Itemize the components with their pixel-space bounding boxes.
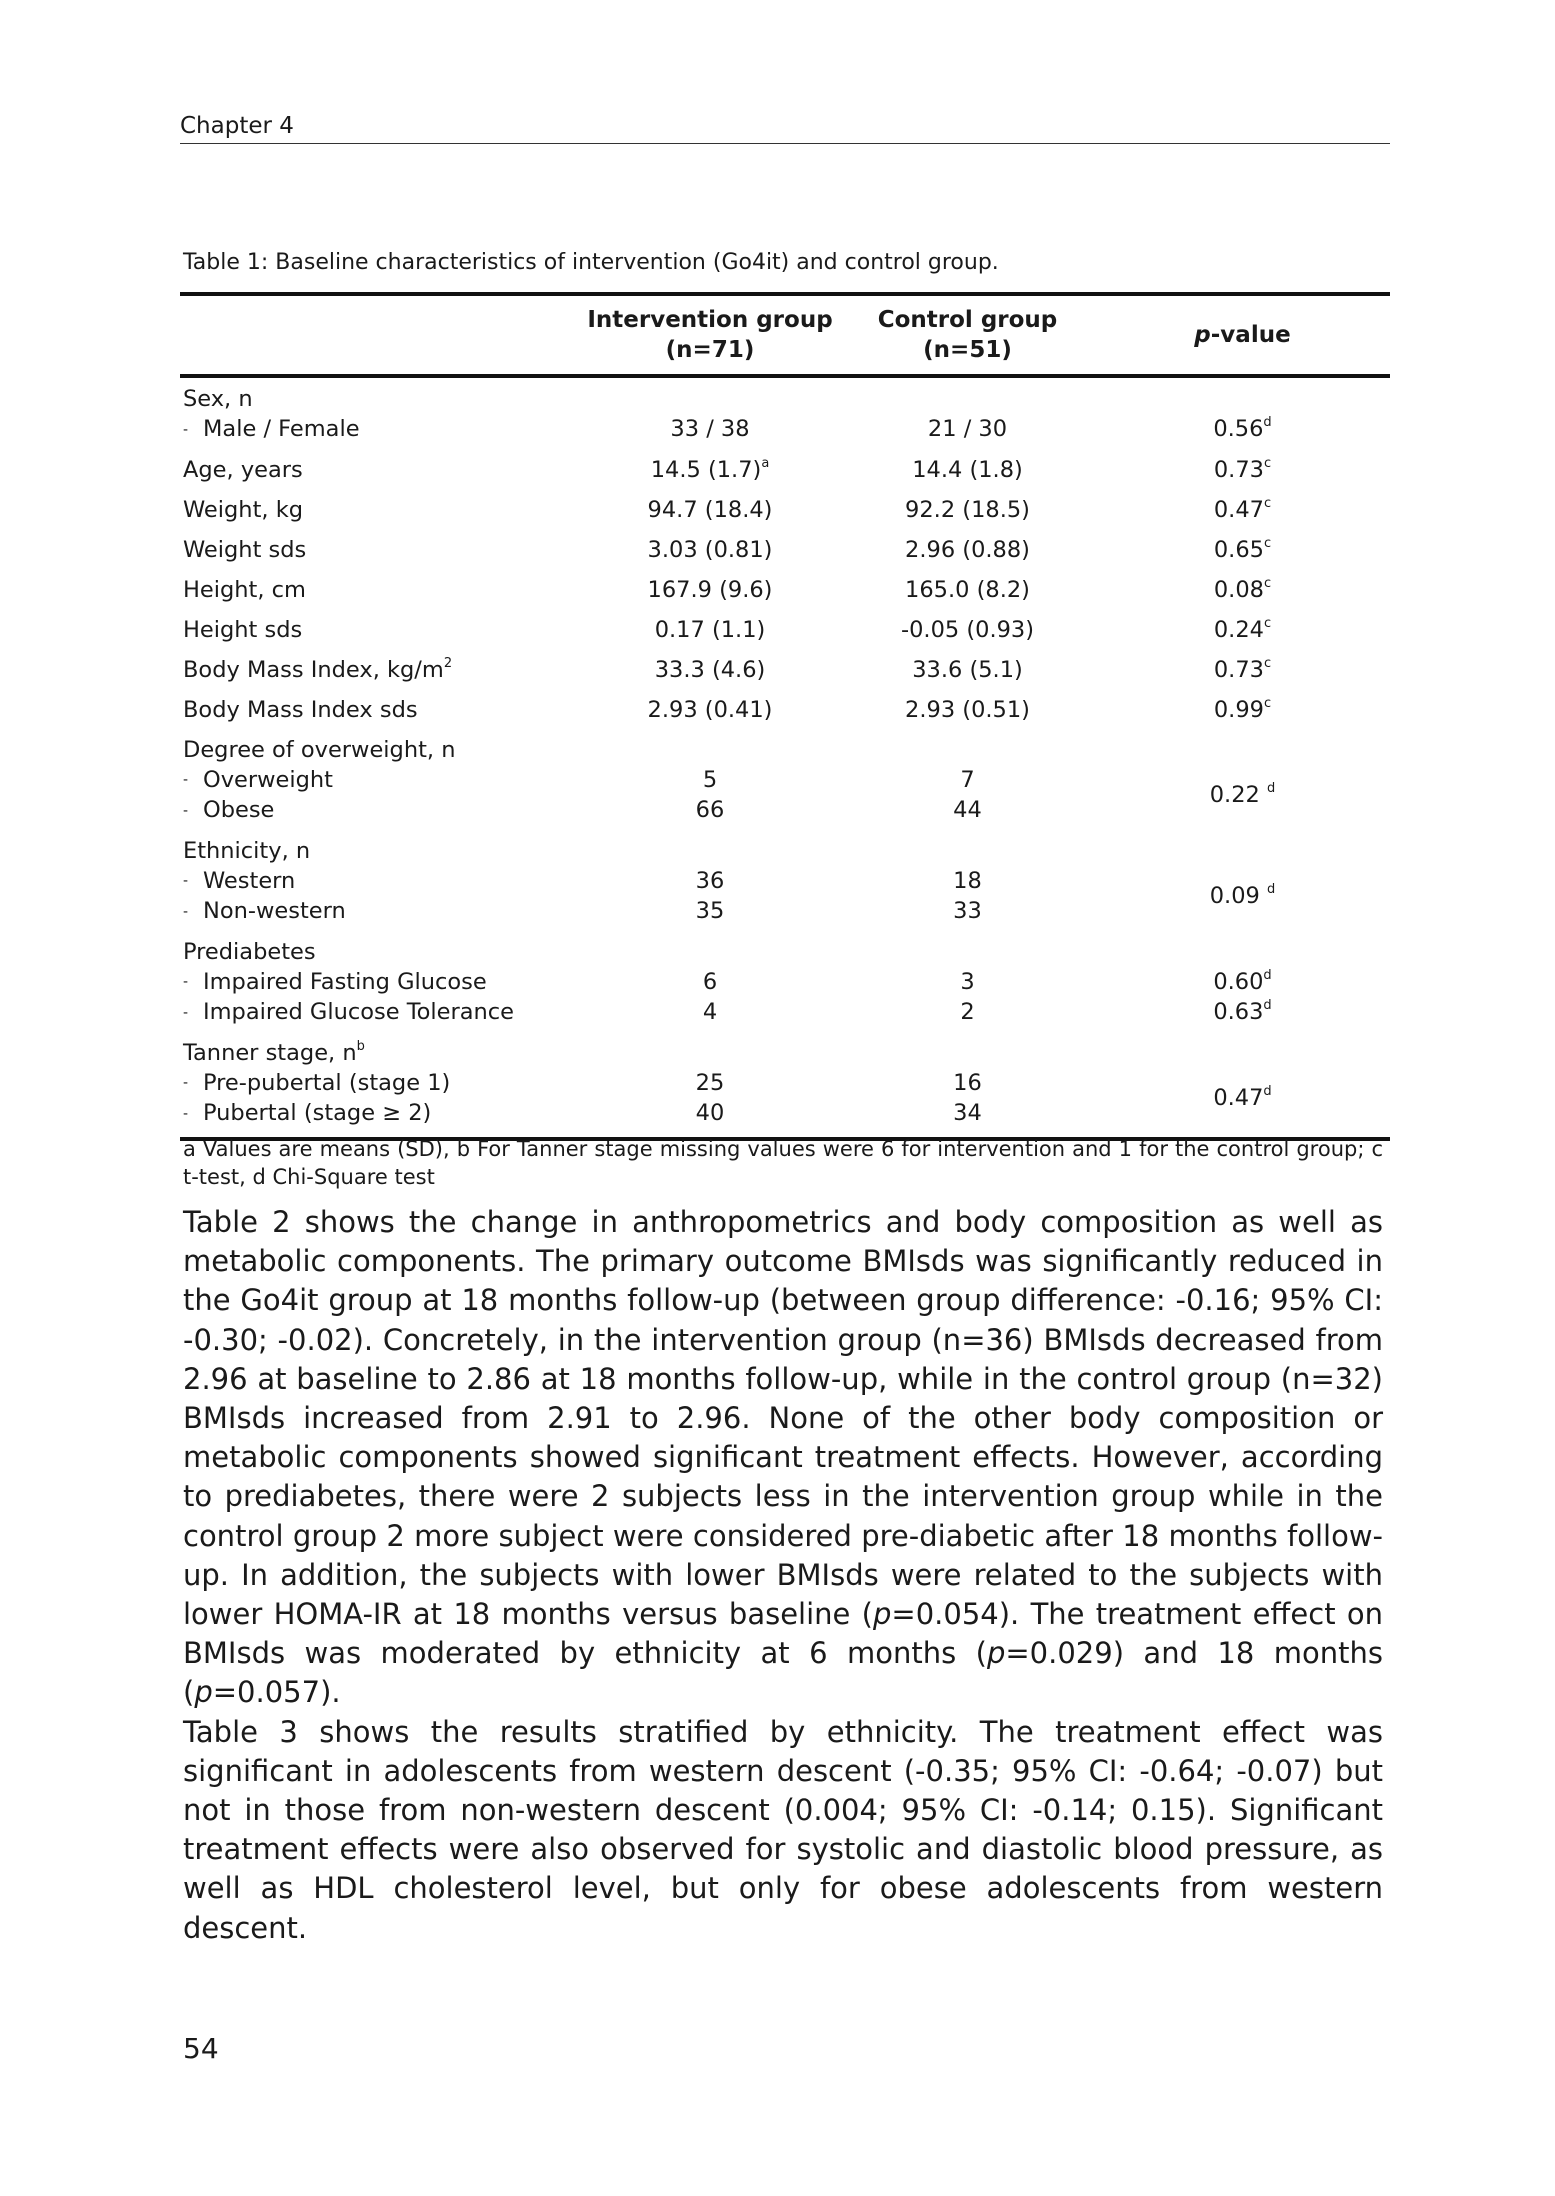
table-row: Age, years 14.5 $(1.7)^a$ 14.4 (1.8) 0.73$^c$: [183, 455, 1272, 483]
table-row: Tanner stage, $n^b$: [183, 1038, 365, 1066]
table-row: - Male / Female 33 / 38 21 / 30 0.56$^d$: [183, 415, 1272, 443]
header-p-value: p-value: [1095, 294, 1390, 376]
baseline-table: [180, 292, 1390, 1141]
chapter-label: Chapter 4: [180, 113, 294, 139]
table-header-row: [180, 294, 1390, 376]
paragraph-1: Table 2 shows the change in anthropometrics and body composition as well as metabolic components. The primary outcome BMIsds was significantly reduced in the Go4it group at 18 months follow-up (between group difference: -0.16; 95% CI: -0.30; -0.02). Concretely, in the intervention group (n=36) BMIsds decreased from 2.96 at baseline to 2.86 at 18 months follow-up, while in the control group (n=32) BMIsds increased from 2.91 to 2.96. None of the other body composition or metabolic components showed significant treatment effects. However, according to prediabetes, there were 2 subjects less in the intervention group while in the control group 2 more subject were considered pre-diabetic after 18 months follow-up. In addition, the subjects with lower BMIsds were related to the subjects with lower HOMA-IR at 18 months versus baseline (p=0.054). The treatment effect on BMIsds was moderated by ethnicity at 6 months (p=0.029) and 18 months (p=0.057).: [183, 1205, 1383, 1710]
header-empty-cell: [180, 294, 580, 376]
body-text: [183, 1203, 1383, 1948]
table-row: Body Mass Index, $kg/m^2$ 33.3 (4.6) 33.6 (5.1) 0.73$^c$: [183, 655, 1272, 683]
table-row: Weight, kg 94.7 (18.4) 92.2 (18.5) 0.47$^c$: [183, 495, 1272, 523]
table-row: Sex, n: [183, 386, 253, 412]
table-row: - Overweight - Obese 5 66 7 44 0.22 $^d$: [183, 766, 1276, 823]
table-row: Ethnicity, n: [183, 837, 311, 864]
paragraph-2: Table 3 shows the results stratified by ethnicity. The treatment effect was significant in adolescents from western descent (-0.35; 95% CI: -0.64; -0.07) but not in those from non-western descent (0.004; 95% CI: -0.14; 0.15). Significant treatment effects were also observed for systolic and diastolic blood pressure, as well as HDL cholesterol level, but only for obese adolescents from western descent.: [183, 1714, 1383, 1945]
table-row: - Impaired Fasting Glucose - Impaired Glucose Tolerance 6 4 3 2 0.60$^d$ 0.63$^d$: [183, 968, 1272, 1025]
table-row: Prediabetes: [183, 938, 316, 965]
table-row: - Pre-pubertal (stage 1) - Pubertal (stage ≥ 2) 25 40 16 34 0.47$^d$: [180, 1068, 1390, 1139]
table-row: Degree of overweight, n: [183, 736, 456, 763]
table-caption: Table 1: Baseline characteristics of intervention (Go4it) and control group.: [183, 250, 999, 275]
table-row: Body Mass Index sds 2.93 (0.41) 2.93 (0.51) 0.99$^c$: [183, 695, 1272, 723]
table-row: Weight sds 3.03 (0.81) 2.96 (0.88) 0.65$^c$: [183, 535, 1272, 563]
running-header: [180, 113, 1390, 144]
table-row: Height, cm 167.9 (9.6) 165.0 (8.2) 0.08$^c$: [183, 575, 1272, 603]
table-row: Height sds 0.17 (1.1) -0.05 (0.93) 0.24$^c$: [183, 615, 1272, 643]
table-footnotes: a Values are means (SD), b For Tanner stage missing values were 6 for intervention and 1 for the control group; c t-test, d Chi-Square test: [183, 1137, 1383, 1189]
table-row: - Western - Non-western 36 35 18 33 0.09 $^d$: [183, 867, 1276, 924]
page-number: 54: [183, 2032, 219, 2065]
header-control: Control group (n=51): [840, 294, 1095, 376]
header-intervention: Intervention group (n=71): [580, 294, 840, 376]
